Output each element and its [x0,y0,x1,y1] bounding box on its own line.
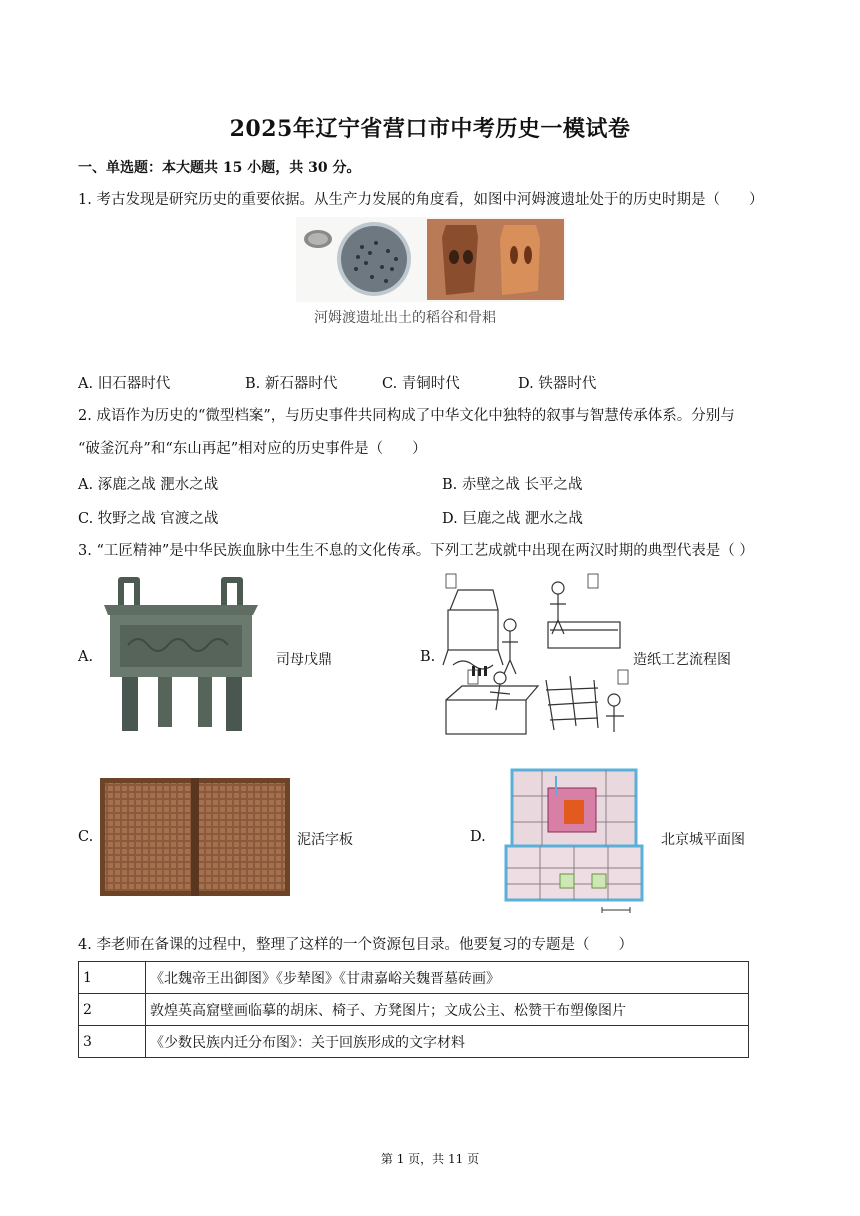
q2-option-a[interactable]: A. 涿鹿之战 淝水之战 [78,477,219,493]
page-title: 2025年辽宁省营口市中考历史一模试卷 [229,116,631,142]
q1-figure-hemudu [296,217,566,329]
clay-movable-type-board-image [100,778,290,896]
table-row [79,962,749,994]
beijing-city-plan-image [490,756,660,918]
q3-stem: 3. “工匠精神”是中华民族血脉中生生不息的文化传承。下列工艺成就中出现在两汉时期的典型代表是（ ） [78,543,754,559]
q3-option-d-letter[interactable]: D. [470,829,486,845]
table-cell-num: 3 [79,1026,146,1058]
table-cell-num: 1 [79,962,146,994]
q1-figure-caption: 河姆渡遗址出土的稻谷和骨耜 [314,310,496,326]
resource-table [78,961,749,1058]
table-row [79,1026,749,1058]
q2-option-d[interactable]: D. 巨鹿之战 淝水之战 [442,511,583,527]
papermaking-process-image [438,570,638,745]
simuwu-ding-image [98,575,263,735]
q3-option-c-letter[interactable]: C. [78,829,94,845]
table-cell-text: 《少数民族内迁分布图》：关于回族形成的文字材料 [146,1026,749,1058]
table-cell-text: 《北魏帝王出御图》《步辇图》《甘肃嘉峪关魏晋墓砖画》 [146,962,749,994]
q2-option-b[interactable]: B. 赤壁之战 长平之战 [442,477,583,493]
q3-option-a-caption: 司母戊鼎 [276,652,332,668]
q1-option-a[interactable]: A. 旧石器时代 [78,376,171,392]
q2-stem-line1: 2. 成语作为历史的“微型档案”，与历史事件共同构成了中华文化中独特的叙事与智慧传承体系。分别与 [78,408,735,424]
q3-option-a-letter[interactable]: A. [78,649,94,665]
q3-option-b-caption: 造纸工艺流程图 [633,652,731,668]
q3-option-c-caption: 泥活字板 [297,832,353,848]
q2-option-c[interactable]: C. 牧野之战 官渡之战 [78,511,219,527]
rice-and-bone-spade-image [296,217,566,302]
q1-option-c[interactable]: C. 青铜时代 [382,376,460,392]
table-cell-text: 敦煌英高窟壁画临摹的胡床、椅子、方凳图片；文成公主、松赞干布塑像图片 [146,994,749,1026]
q1-stem: 1. 考古发现是研究历史的重要依据。从生产力发展的角度看，如图中河姆渡遗址处于的历史时期是（ ） [78,192,764,208]
q3-option-d-caption: 北京城平面图 [661,832,745,848]
q2-stem-line2: “破釜沉舟”和“东山再起”相对应的历史事件是（ ） [78,441,427,457]
table-row [79,994,749,1026]
section-heading: 一、单选题：本大题共 15 小题，共 30 分。 [78,160,361,176]
q4-stem: 4. 李老师在备课的过程中，整理了这样的一个资源包目录。他要复习的专题是（ ） [78,937,633,953]
table-cell-num: 2 [79,994,146,1026]
q1-option-b[interactable]: B. 新石器时代 [245,376,338,392]
q1-option-d[interactable]: D. 铁器时代 [518,376,597,392]
q3-option-b-letter[interactable]: B. [420,649,436,665]
page-footer: 第 1 页，共 11 页 [380,1152,480,1166]
